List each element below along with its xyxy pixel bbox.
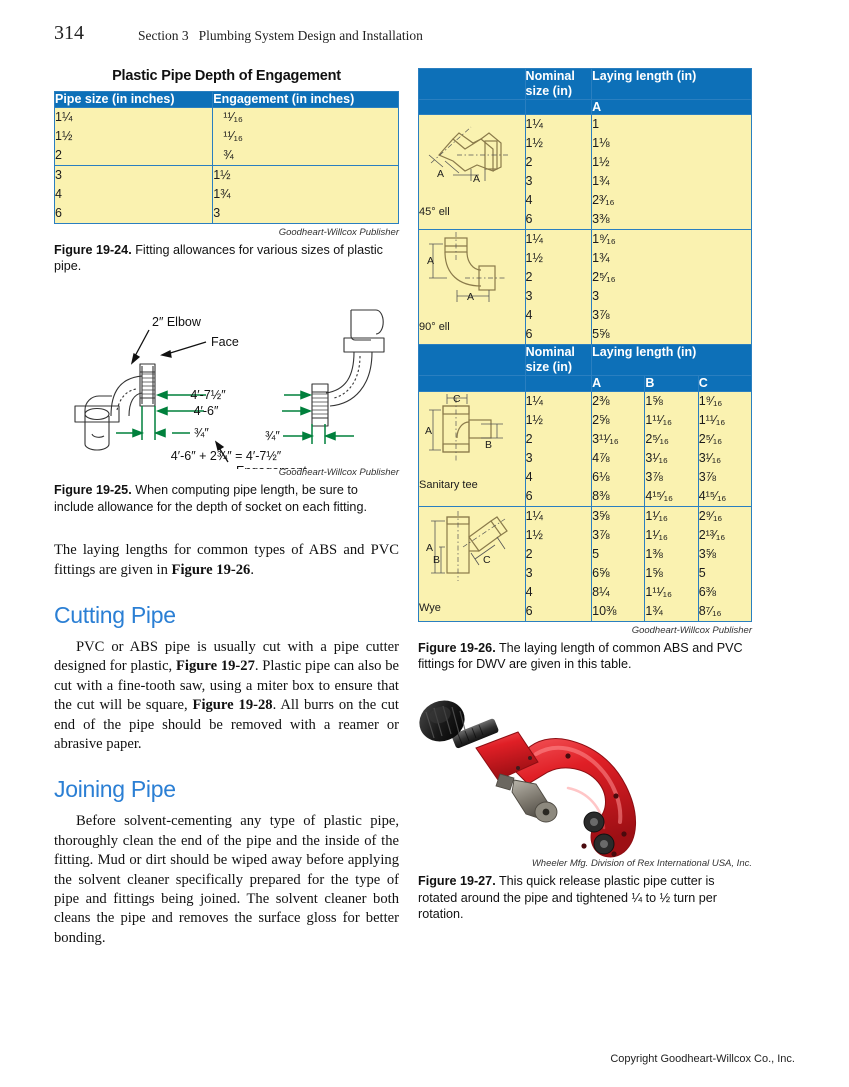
figure-ref: Figure 19-26	[171, 561, 251, 578]
figure-19-27-credit: Wheeler Mfg. Division of Rex International USA, Inc.	[531, 858, 752, 870]
heading-joining-pipe: Joining Pipe	[54, 776, 176, 803]
cell-a-90-ell	[592, 230, 752, 345]
diagram-label-a: A	[425, 424, 433, 437]
label-elbow-size: 2″ Elbow	[152, 315, 201, 330]
value: 1¾	[213, 186, 231, 201]
value: 1¾	[645, 603, 663, 618]
running-head	[54, 24, 795, 48]
header-blank-fitting	[419, 345, 526, 376]
col-header-engagement: Engagement (in inches)	[213, 92, 399, 108]
figure-19-26-text: The laying length of common ABS and PVC fittings for DWV are given in this table.	[418, 640, 743, 671]
pipe-length-diagram-svg	[54, 294, 399, 469]
figure-ref: Figure 19-28	[192, 697, 273, 714]
diagram-label-c: C	[453, 392, 461, 405]
subheader-c: C	[698, 375, 751, 391]
value: 1¾	[592, 251, 610, 266]
value: 3¹⁄₁₆	[698, 450, 722, 465]
diagram-label-a2: A	[467, 291, 475, 304]
diagram-label-a: A	[426, 541, 434, 554]
value: 4	[525, 584, 533, 599]
paragraph-text: Before solvent-cementing any type of plastic pipe, thoroughly clean the end of the pipe and the inside of the fitting. Mud or dirt should be wiped away before applying the solvent cleaner specifically prepared for the type of pipe and fittings being joined. The solvent cleaner both cleans the pipe and removes the surface gloss for better bonding.	[54, 813, 399, 946]
page-number: 314	[54, 22, 84, 44]
paragraph-cutting-pipe	[54, 638, 399, 754]
label-engagement	[236, 464, 307, 469]
value: 3⅞	[592, 527, 610, 542]
value: 1¹¹⁄₁₆	[645, 412, 673, 427]
subheader-blank-fitting	[419, 375, 526, 391]
paragraph-laying-lengths	[54, 541, 399, 580]
figure-19-27-label: Figure 19-27.	[418, 874, 496, 889]
paragraph-text-end: .	[250, 561, 254, 578]
laying-length-table-block-b	[418, 344, 752, 621]
value: 10⅜	[592, 603, 617, 618]
value: 4¹⁵⁄₁₆	[698, 488, 727, 503]
col-header-pipe-size: Pipe size (in inches)	[55, 92, 213, 108]
value: 4⅞	[592, 450, 610, 465]
value: 1¼	[525, 508, 543, 523]
figure-19-27-text: This quick release plastic pipe cutter is rotated around the pipe and tightened ¼ to ½ turn per rotation.	[418, 874, 717, 921]
value: 4¹⁵⁄₁₆	[645, 488, 674, 503]
subheader-blank-fitting	[419, 99, 526, 115]
value: 2⅝	[592, 412, 610, 427]
value: 1½	[592, 155, 610, 170]
paragraph-text: The laying lengths for common types of ABS and PVC fittings are given in	[54, 542, 399, 578]
table-row	[55, 165, 399, 223]
value: 1¼	[55, 109, 73, 124]
value: 1¹⁄₁₆	[645, 527, 668, 542]
cell-a-wye	[592, 506, 645, 621]
label-equation: 4′-6″ + 2¾″ = 4′-7½″	[170, 449, 282, 464]
paragraph-text: . All burrs on the cut end of the pipe should be removed with a reamer or abrasive paper.	[54, 697, 399, 753]
value: 5	[592, 546, 600, 561]
figure-19-24-caption	[54, 242, 399, 275]
value: 1½	[525, 251, 543, 266]
value: 4	[55, 186, 62, 201]
figure-19-25-drawing	[54, 294, 399, 469]
fitting-name-45-ell: 45° ell	[419, 206, 450, 219]
header-nominal-size: Nominal size (in)	[525, 69, 592, 100]
value: 1	[592, 117, 600, 132]
figure-19-24-text: Fitting allowances for various sizes of plastic pipe.	[54, 242, 383, 274]
pipe-cutter-illustration	[418, 688, 752, 858]
value: 1¼	[525, 117, 543, 132]
value: 2	[525, 155, 533, 170]
subheader-b: B	[645, 375, 698, 391]
value: 1⅛	[592, 136, 610, 151]
value: 1⅝	[645, 565, 663, 580]
value: 1½	[525, 412, 543, 427]
label-dim-long: 4′-7½″	[190, 388, 226, 403]
value: 3	[213, 205, 221, 220]
value: 8⅜	[592, 488, 610, 503]
cell-fitting-45-ell	[419, 115, 526, 230]
value: 3	[55, 167, 62, 182]
figure-19-24-label: Figure 19-24.	[54, 242, 132, 257]
figure-19-27-photo	[418, 688, 752, 858]
fitting-diagram-45-ell	[419, 115, 511, 197]
value: 1¹¹⁄₁₆	[645, 584, 673, 599]
fitting-name-wye: Wye	[419, 601, 441, 614]
value: 3⅝	[592, 508, 610, 523]
value: 1⁹⁄₁₆	[592, 232, 616, 247]
subheader-a: A	[592, 99, 752, 115]
value: 3⅞	[698, 469, 717, 484]
value: 1⁹⁄₁₆	[698, 393, 723, 408]
value: 2⁵⁄₁₆	[698, 431, 723, 446]
figure-19-26-label: Figure 19-26.	[418, 640, 496, 655]
value: 1¾	[592, 174, 610, 189]
value: 1½	[525, 136, 543, 151]
figure-19-27-caption	[418, 873, 752, 922]
value: 3¹¹⁄₁₆	[592, 431, 619, 446]
diagram-label-a1: A	[427, 255, 435, 268]
value: 2	[525, 546, 533, 561]
value: 2³⁄₁₆	[592, 193, 615, 208]
value: 6	[525, 327, 533, 342]
value: 5⅝	[592, 327, 610, 342]
table-subheader-row	[419, 375, 752, 391]
value: 1¹¹⁄₁₆	[698, 412, 726, 427]
value: 3	[525, 450, 533, 465]
fitting-diagram-90-ell	[419, 230, 511, 312]
value: 1¼	[525, 232, 543, 247]
table-row-90-ell	[419, 230, 752, 345]
value: 3⅝	[698, 546, 717, 561]
paragraph-text: . Plastic pipe can also be cut with a fine-tooth saw, using a miter box to ensure that the cut will be square,	[54, 658, 399, 714]
table-header-row	[419, 345, 752, 376]
heading-cutting-pipe: Cutting Pipe	[54, 602, 176, 628]
right-column	[418, 68, 752, 922]
value: 6	[55, 205, 62, 220]
subheader-blank-nominal	[525, 375, 592, 391]
cell-fitting-90-ell	[419, 230, 526, 345]
label-socket-right: ¾″	[265, 429, 280, 444]
diagram-label-b: B	[485, 438, 493, 451]
value: 1¹⁄₁₆	[645, 508, 668, 523]
value: 3⅞	[592, 308, 610, 323]
figure-19-26-caption	[418, 640, 752, 673]
diagram-label-b: B	[433, 553, 441, 566]
value: 5	[698, 565, 706, 580]
left-column	[54, 68, 399, 948]
value: ¹¹⁄₁₆	[223, 109, 243, 124]
cell-c-sanitary-tee	[698, 391, 751, 506]
cell-engagement-group1	[213, 107, 399, 165]
table-row	[55, 107, 399, 165]
subheader-blank-nominal	[525, 99, 592, 115]
table-row-sanitary-tee	[419, 391, 752, 506]
value: 6	[525, 212, 533, 227]
value: 2⁵⁄₁₆	[645, 431, 669, 446]
cell-b-wye	[645, 506, 698, 621]
cell-fitting-wye	[419, 506, 526, 621]
table-subheader-row	[419, 99, 752, 115]
value: 6	[525, 488, 533, 503]
cell-c-wye	[698, 506, 751, 621]
paragraph-text: PVC or ABS pipe is usually cut with a pipe cutter designed for plastic,	[54, 639, 399, 675]
header-laying-length: Laying length (in)	[592, 69, 752, 100]
value: 2⅜	[592, 393, 610, 408]
fitting-diagram-sanitary-tee	[419, 392, 511, 470]
section-number: Section 3	[138, 28, 189, 43]
value: 1⅝	[645, 393, 663, 408]
value: 3	[525, 565, 533, 580]
fitting-name-sanitary-tee: Sanitary tee	[419, 478, 478, 491]
value: 6	[525, 603, 533, 618]
diagram-label-a2: A	[473, 173, 481, 186]
section-title: Plumbing System Design and Installation	[198, 28, 423, 43]
value: ¹¹⁄₁₆	[223, 128, 243, 143]
value: 2	[525, 270, 533, 285]
table-header-row	[55, 92, 399, 108]
laying-length-table-block-a	[418, 68, 752, 345]
figure-19-25-text: When computing pipe length, be sure to include allowance for the depth of socket on each fitting.	[54, 483, 367, 514]
cell-nominal-sanitary-tee	[525, 391, 592, 506]
label-face: Face	[211, 335, 239, 350]
cell-fitting-sanitary-tee	[419, 391, 526, 506]
value: 6⅛	[592, 469, 610, 484]
value: 3	[525, 174, 533, 189]
engagement-table	[54, 91, 399, 224]
value: 2⁵⁄₁₆	[592, 270, 616, 285]
value: 6⅝	[592, 565, 610, 580]
value: 6⅜	[698, 584, 717, 599]
header-nominal-size: Nominal size (in)	[525, 345, 592, 376]
diagram-label-a1: A	[437, 168, 445, 181]
label-socket-left: ¾″	[194, 426, 209, 441]
value: 1¼	[525, 393, 543, 408]
label-dim-short: 4′-6″	[193, 404, 219, 419]
value: ¾	[223, 147, 234, 162]
copyright-footer: Copyright Goodheart-Willcox Co., Inc.	[610, 1053, 795, 1065]
header-blank-fitting	[419, 69, 526, 100]
figure-19-25-caption	[54, 482, 399, 515]
value: 3¹⁄₁₆	[645, 450, 668, 465]
diagram-label-c: C	[483, 553, 491, 566]
subheader-a: A	[592, 375, 645, 391]
value: 1½	[55, 128, 73, 143]
table-row-wye	[419, 506, 752, 621]
cell-a-45-ell	[592, 115, 752, 230]
fitting-diagram-wye	[419, 507, 511, 593]
value: 3	[525, 289, 533, 304]
value: 8⁷⁄₁₆	[698, 603, 722, 618]
figure-19-25-credit: Goodheart-Willcox Publisher	[278, 467, 399, 479]
value: 1½	[213, 167, 231, 182]
cell-nominal-45-ell	[525, 115, 592, 230]
value: 4	[525, 308, 533, 323]
fitting-name-90-ell: 90° ell	[419, 321, 450, 334]
value: 2¹³⁄₁₆	[698, 527, 726, 542]
header-laying-length: Laying length (in)	[592, 345, 752, 376]
cell-nominal-wye	[525, 506, 592, 621]
value: 1⅜	[645, 546, 663, 561]
value: 8¼	[592, 584, 610, 599]
value: 4	[525, 193, 533, 208]
value: 1½	[525, 527, 543, 542]
cell-pipe-sizes-group2	[55, 165, 213, 223]
cell-engagement-group2	[213, 165, 399, 223]
value: 3⅞	[645, 469, 663, 484]
section-line	[138, 28, 423, 44]
value: 2⁹⁄₁₆	[698, 508, 723, 523]
figure-19-25-label: Figure 19-25.	[54, 483, 132, 498]
engagement-table-title: Plastic Pipe Depth of Engagement	[112, 68, 341, 84]
table-row-45-ell	[419, 115, 752, 230]
figure-ref: Figure 19-27	[175, 658, 255, 675]
engagement-table-credit: Goodheart-Willcox Publisher	[278, 226, 399, 238]
value: 2	[525, 431, 533, 446]
cell-b-sanitary-tee	[645, 391, 698, 506]
paragraph-joining-pipe	[54, 812, 399, 948]
cell-pipe-sizes-group1	[55, 107, 213, 165]
laying-table-credit: Goodheart-Willcox Publisher	[631, 624, 752, 636]
cell-a-sanitary-tee	[592, 391, 645, 506]
value: 3⅜	[592, 212, 610, 227]
cell-nominal-90-ell	[525, 230, 592, 345]
value: 4	[525, 469, 533, 484]
value: 3	[592, 289, 600, 304]
value: 2	[55, 147, 62, 162]
table-header-row	[419, 69, 752, 100]
